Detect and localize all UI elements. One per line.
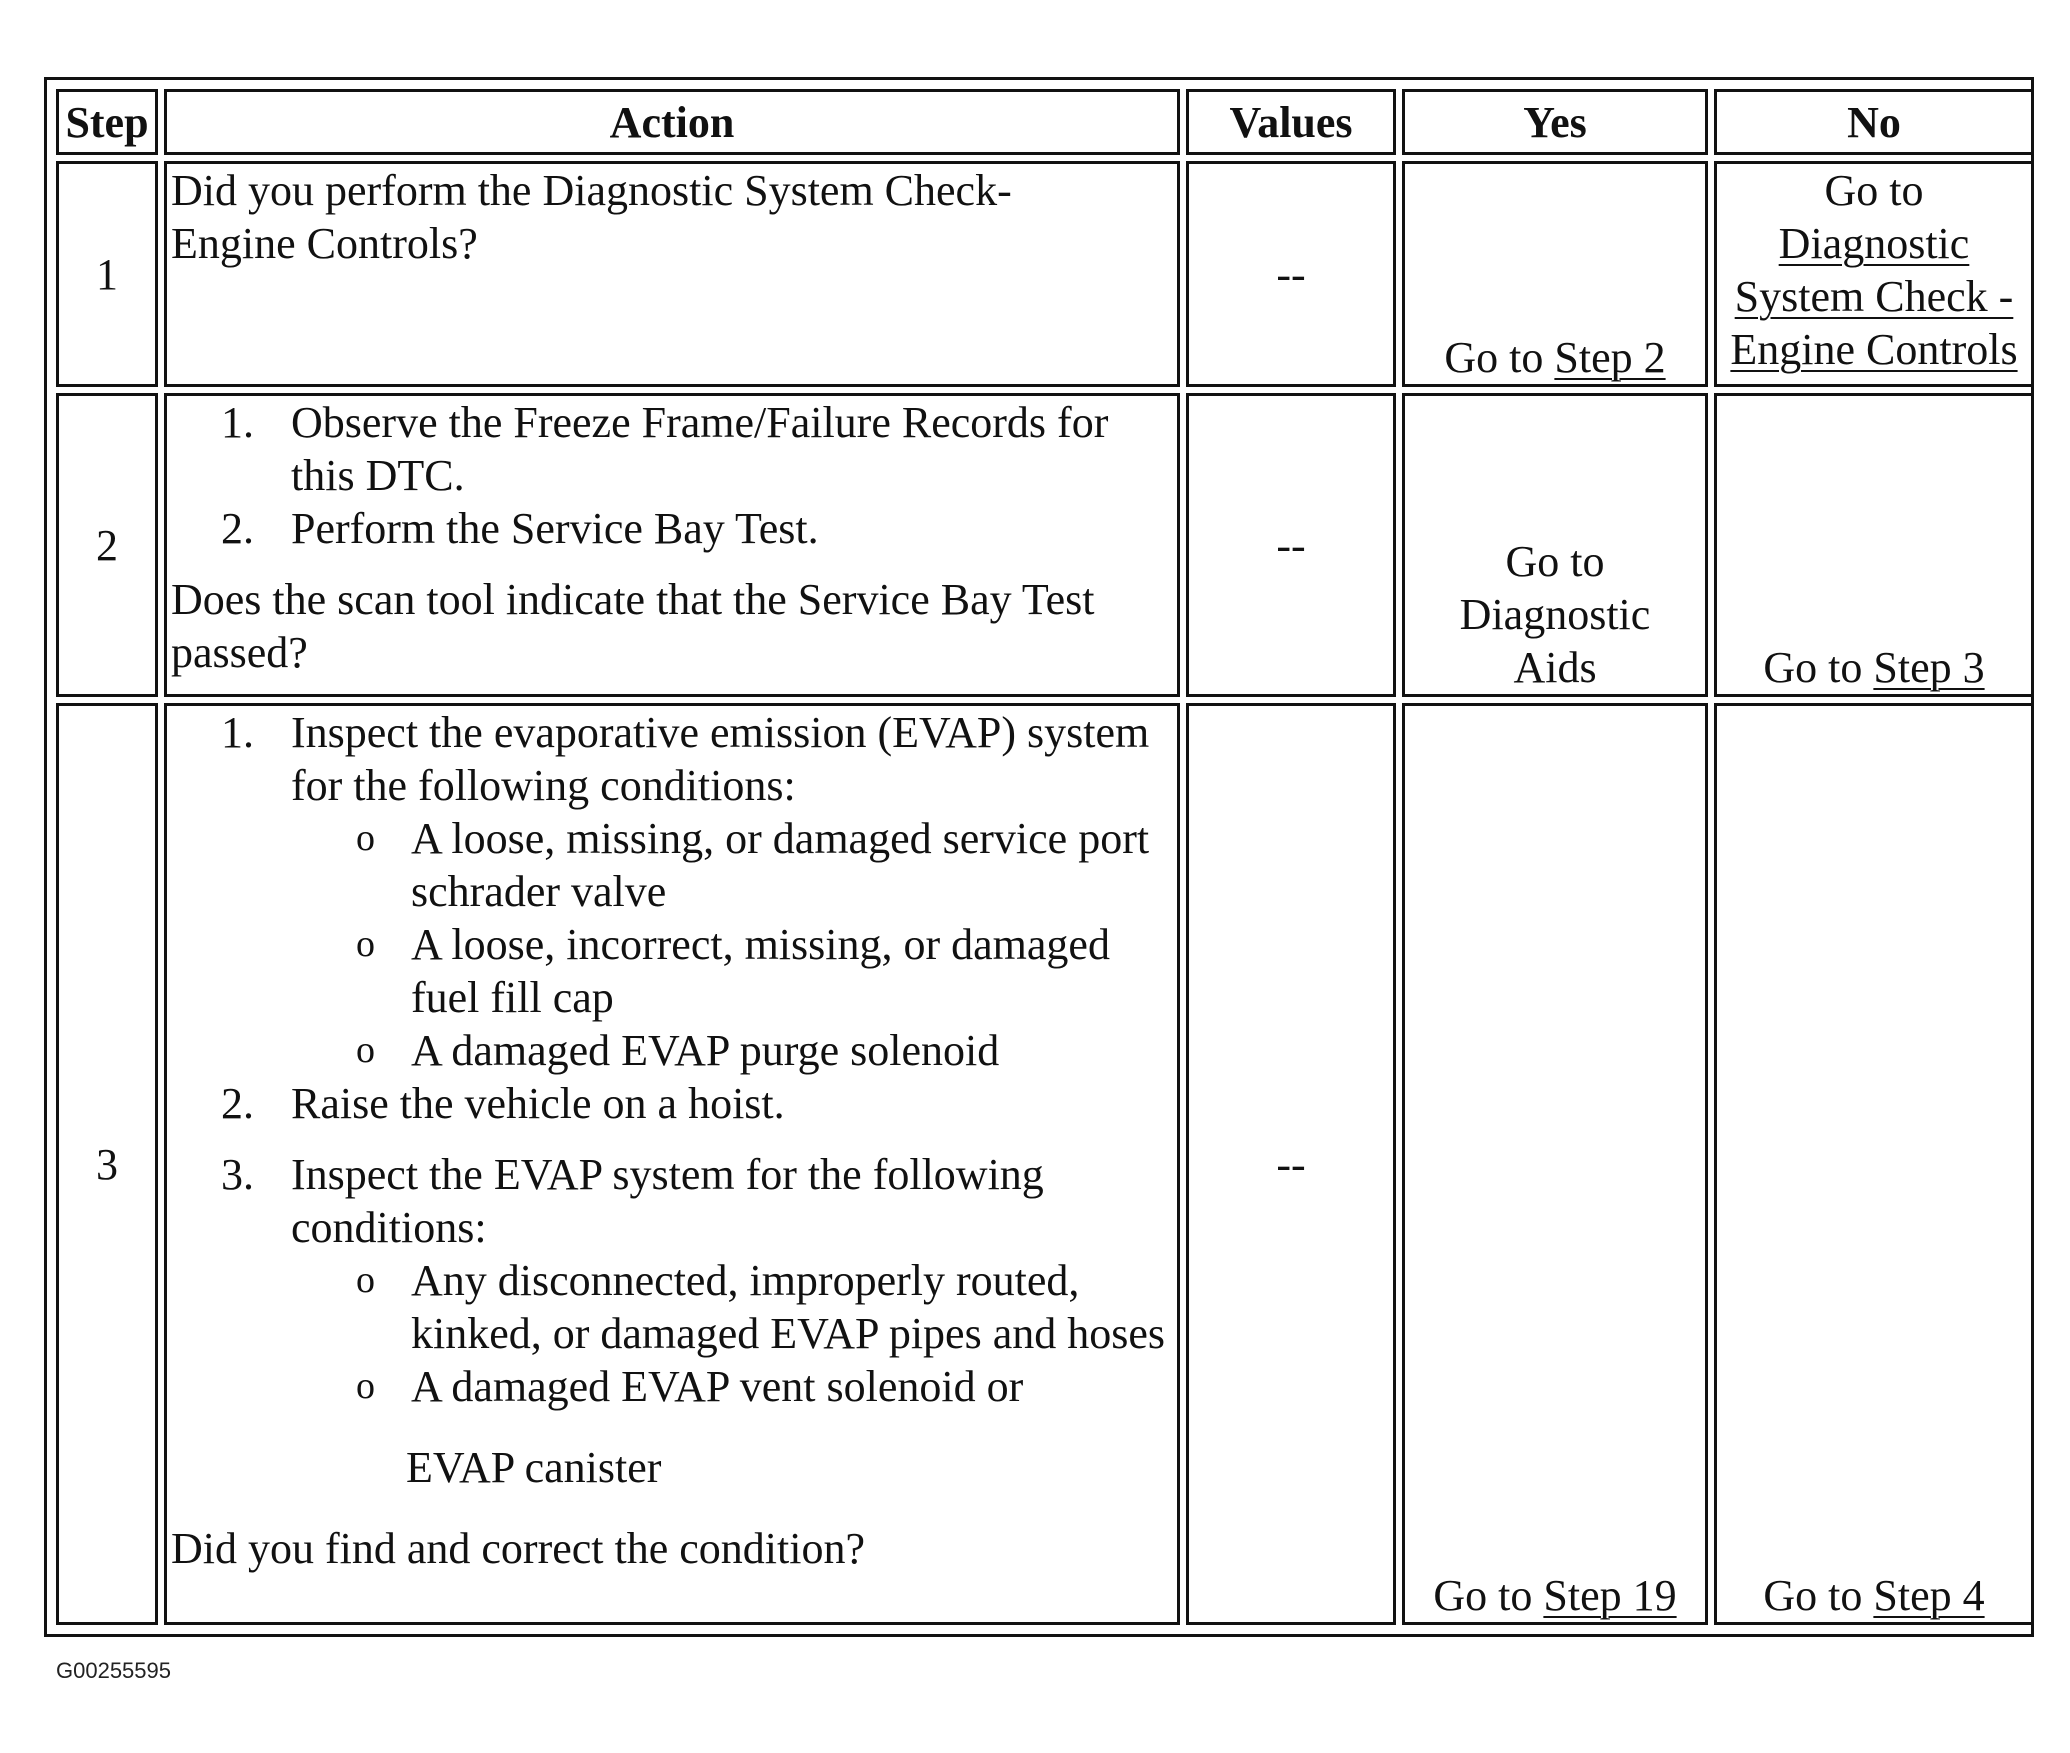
figure-id: G00255595	[56, 1658, 171, 1683]
no-prefix: Go to	[1824, 166, 1924, 215]
go-to-step-4-link[interactable]: Step 4	[1873, 1571, 1985, 1620]
list-item	[171, 502, 1175, 555]
header-values: Values	[1186, 89, 1396, 155]
go-to-step-19-link[interactable]: Step 19	[1543, 1571, 1677, 1620]
yes-cell	[1402, 703, 1708, 1625]
list-item	[171, 706, 1175, 1077]
list-item	[171, 396, 1175, 502]
list-item	[171, 1077, 1175, 1130]
no-cell	[1714, 161, 2034, 387]
sub-list-item	[171, 918, 1175, 1024]
bullet: o	[356, 923, 375, 965]
sub-list-item-text: A loose, incorrect, missing, or damaged fuel fill cap	[411, 920, 1110, 1022]
step-number: 1	[56, 161, 158, 387]
table-row-step-3	[56, 703, 2034, 1625]
action-cell	[164, 161, 1180, 387]
sub-list-item-text: Any disconnected, improperly routed, kinked, or damaged EVAP pipes and hoses	[411, 1256, 1165, 1358]
list-number: 1.	[221, 398, 254, 447]
list-number: 2.	[221, 1079, 254, 1128]
action-steps-list	[171, 396, 1175, 555]
list-item-text: Inspect the evaporative emission (EVAP) system for the following conditions:	[291, 708, 1150, 810]
diagnostic-table	[50, 83, 2040, 1631]
sub-list-item	[171, 1024, 1175, 1077]
list-item-text: Perform the Service Bay Test.	[291, 504, 819, 553]
yes-prefix: Go to	[1444, 333, 1555, 382]
sub-list-item-text: A loose, missing, or damaged service port schrader valve	[411, 814, 1150, 916]
list-number: 3.	[221, 1150, 254, 1199]
list-item-text: Observe the Freeze Frame/Failure Records for this DTC.	[291, 398, 1109, 500]
sub-list	[291, 1254, 1175, 1413]
list-number: 2.	[221, 504, 254, 553]
action-cell	[164, 703, 1180, 1625]
header-no: No	[1714, 89, 2034, 155]
diagnostic-system-check-link[interactable]: Diagnostic System Check - Engine Controls	[1730, 219, 2018, 374]
list-item	[171, 1148, 1175, 1413]
list-item-text: Inspect the EVAP system for the following conditions:	[291, 1150, 1044, 1252]
values-cell: --	[1186, 161, 1396, 387]
yes-prefix: Go to	[1433, 1571, 1544, 1620]
bullet: o	[356, 1365, 375, 1407]
sub-list-item-text: A damaged EVAP vent solenoid or	[411, 1362, 1024, 1411]
action-steps-list	[171, 706, 1175, 1413]
sub-list-item	[171, 1254, 1175, 1360]
step-number: 3	[56, 703, 158, 1625]
sub-list-item	[171, 812, 1175, 918]
table-row-step-1	[56, 161, 2034, 387]
sub-list-continuation: EVAP canister	[406, 1443, 662, 1492]
no-cell	[1714, 393, 2034, 697]
sub-list-item	[171, 1360, 1175, 1413]
header-yes: Yes	[1402, 89, 1708, 155]
go-to-step-2-link[interactable]: Step 2	[1554, 333, 1666, 382]
values-cell: --	[1186, 703, 1396, 1625]
go-to-step-3-link[interactable]: Step 3	[1873, 643, 1985, 692]
no-cell	[1714, 703, 2034, 1625]
values-cell: --	[1186, 393, 1396, 697]
list-item-text: Raise the vehicle on a hoist.	[291, 1079, 785, 1128]
header-row	[56, 89, 2034, 155]
action-question: Did you find and correct the condition?	[171, 1524, 866, 1573]
bullet: o	[356, 1259, 375, 1301]
sub-list	[291, 812, 1175, 1077]
no-prefix: Go to	[1763, 1571, 1874, 1620]
yes-cell	[1402, 161, 1708, 387]
action-cell	[164, 393, 1180, 697]
header-step: Step	[56, 89, 158, 155]
go-to-diagnostic-aids[interactable]: Go to Diagnostic Aids	[1459, 537, 1651, 692]
yes-cell	[1402, 393, 1708, 697]
bullet: o	[356, 1029, 375, 1071]
header-action: Action	[164, 89, 1180, 155]
bullet: o	[356, 817, 375, 859]
list-number: 1.	[221, 708, 254, 757]
step-number: 2	[56, 393, 158, 697]
table-row-step-2	[56, 393, 2034, 697]
action-question: Did you perform the Diagnostic System Check-Engine Controls?	[171, 166, 1012, 268]
action-question: Does the scan tool indicate that the Service Bay Test passed?	[171, 575, 1095, 677]
no-prefix: Go to	[1763, 643, 1874, 692]
sub-list-item-text: A damaged EVAP purge solenoid	[411, 1026, 1000, 1075]
